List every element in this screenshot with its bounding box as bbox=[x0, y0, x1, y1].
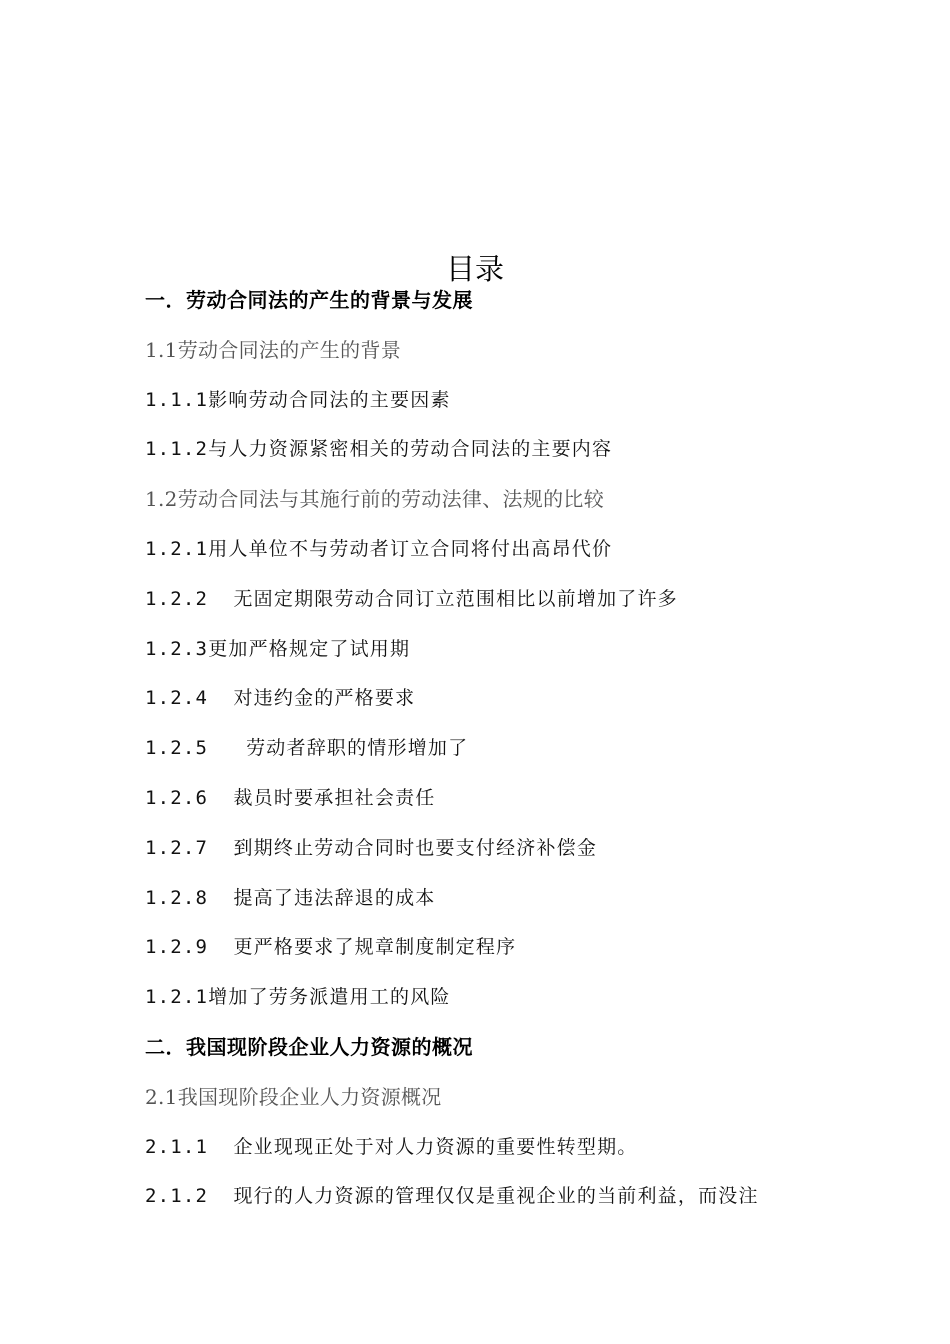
toc-subsection-1-1-1[interactable]: 1.1.1影响劳动合同法的主要因素 bbox=[145, 388, 451, 411]
toc-subsection-1-2-2[interactable]: 1.2.2 无固定期限劳动合同订立范围相比以前增加了许多 bbox=[145, 587, 678, 610]
toc-subsection-2-1-2[interactable]: 2.1.2 现行的人力资源的管理仅仅是重视企业的当前利益，而没注 bbox=[145, 1185, 759, 1208]
toc-list bbox=[145, 282, 845, 1228]
toc-subsection-1-2-8[interactable]: 1.2.8 提高了违法辞退的成本 bbox=[145, 886, 436, 909]
toc-title: 目录 bbox=[445, 252, 504, 287]
toc-section-1-2[interactable]: 1.2劳动合同法与其施行前的劳动法律、法规的比较 bbox=[145, 487, 605, 512]
toc-subsection-1-2-5[interactable]: 1.2.5 劳动者辞职的情形增加了 bbox=[145, 737, 469, 760]
toc-section-2-1[interactable]: 2.1我国现阶段企业人力资源概况 bbox=[145, 1084, 442, 1109]
toc-section-1-1[interactable]: 1.1劳动合同法的产生的背景 bbox=[145, 337, 402, 362]
toc-subsection-1-2-3[interactable]: 1.2.3更加严格规定了试用期 bbox=[145, 637, 411, 660]
toc-subsection-1-2-6[interactable]: 1.2.6 裁员时要承担社会责任 bbox=[145, 786, 436, 809]
toc-chapter-1[interactable]: 一．劳动合同法的产生的背景与发展 bbox=[145, 288, 473, 312]
toc-subsection-1-2-1[interactable]: 1.2.1用人单位不与劳动者订立合同将付出高昂代价 bbox=[145, 537, 613, 560]
toc-chapter-2[interactable]: 二．我国现阶段企业人力资源的概况 bbox=[145, 1034, 473, 1059]
toc-subsection-1-2-9[interactable]: 1.2.9 更严格要求了规章制度制定程序 bbox=[145, 936, 517, 959]
toc-subsection-1-2-10[interactable]: 1.2.1增加了劳务派遣用工的风险 bbox=[145, 986, 451, 1009]
toc-subsection-1-2-4[interactable]: 1.2.4 对违约金的严格要求 bbox=[145, 687, 416, 710]
toc-subsection-1-2-7[interactable]: 1.2.7 到期终止劳动合同时也要支付经济补偿金 bbox=[145, 836, 598, 859]
toc-subsection-1-1-2[interactable]: 1.1.2与人力资源紧密相关的劳动合同法的主要内容 bbox=[145, 438, 613, 461]
toc-subsection-2-1-1[interactable]: 2.1.1 企业现现正处于对人力资源的重要性转型期。 bbox=[145, 1135, 638, 1158]
